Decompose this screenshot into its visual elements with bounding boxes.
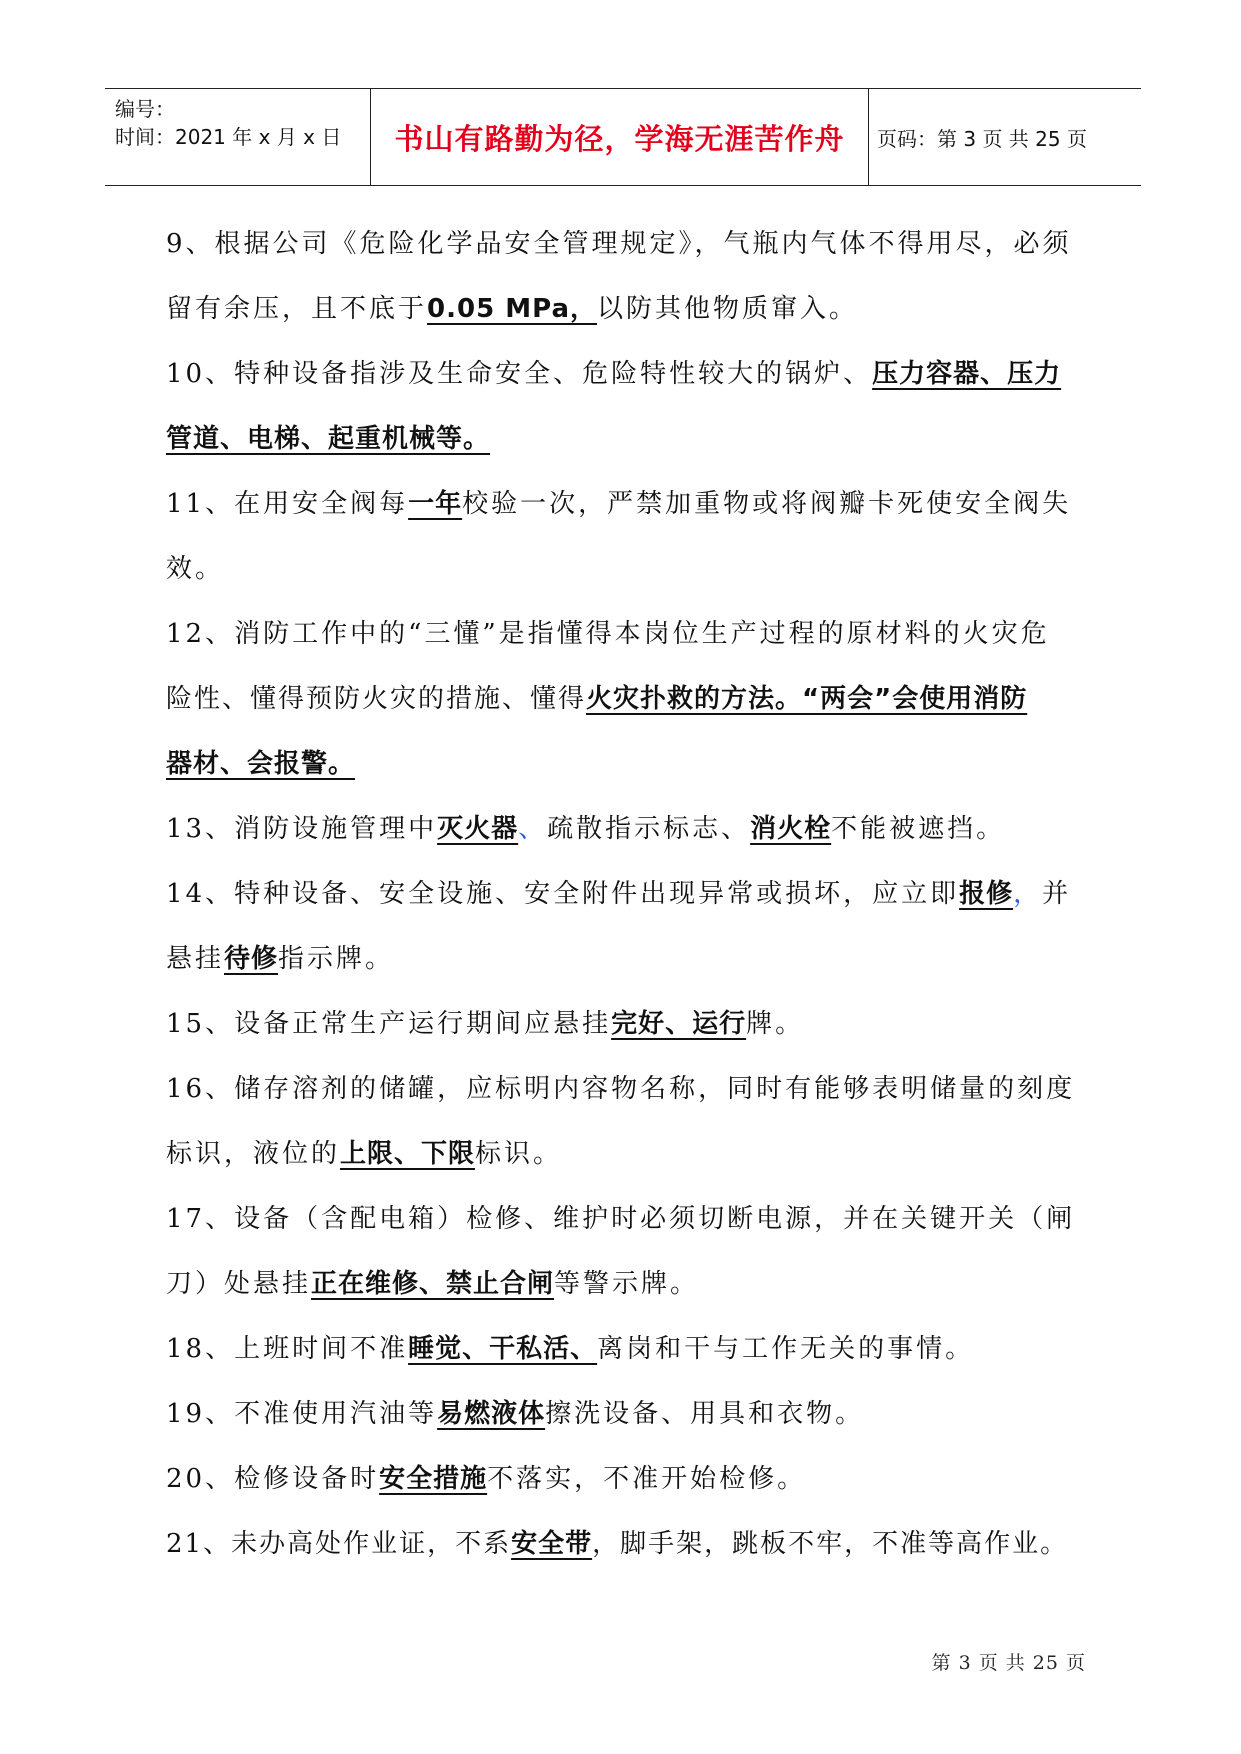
answer-under-repair: 正在维修、禁止合闸 [311, 1269, 555, 1299]
answer-pressure-vessel: 压力容器、压力 [872, 359, 1062, 389]
time-label: 时间：2021 年 x 月 x 日 [115, 125, 342, 149]
answer-upper-lower-limit: 上限、下限 [340, 1139, 476, 1169]
item-16-line-1: 16、储存溶剂的储罐，应标明内容物名称，同时有能够表明储量的刻度 [166, 1074, 1076, 1104]
page-header [105, 88, 1141, 186]
item-16-line-2: 标识，液位的上限、下限标识。 [166, 1139, 563, 1169]
item-9-line-2: 留有余压，且不底于0.05 MPa，以防其他物质窜入。 [166, 294, 859, 324]
item-14-line-2: 悬挂待修指示牌。 [166, 944, 395, 974]
item-11-line-2: 效。 [166, 554, 225, 584]
answer-one-year: 一年 [408, 489, 463, 519]
item-18-line-1: 18、上班时间不准睡觉、干私活、离岗和干与工作无关的事情。 [166, 1334, 975, 1364]
item-14-line-1: 14、特种设备、安全设施、安全附件出现异常或损坏，应立即报修，并 [166, 879, 1072, 909]
answer-equipment-alarm: 器材、会报警。 [166, 749, 356, 779]
page-footer: 第 3 页 共 25 页 [931, 1652, 1086, 1674]
answer-safety-belt: 安全带 [511, 1529, 593, 1559]
item-15-line-1: 15、设备正常生产运行期间应悬挂完好、运行牌。 [166, 1009, 805, 1039]
item-12-line-3 [166, 732, 1086, 797]
answer-pending-repair: 待修 [224, 944, 279, 974]
answer-hydrant: 消火栓 [750, 814, 832, 844]
answer-good-running: 完好、运行 [611, 1009, 747, 1039]
item-20-line-1: 20、检修设备时安全措施不落实，不准开始检修。 [166, 1464, 807, 1494]
item-12-line-2: 险性、懂得预防火灾的措施、懂得火灾扑救的方法。“两会”会使用消防 [166, 684, 1028, 714]
item-12-line-1: 12、消防工作中的“三懂”是指懂得本岗位生产过程的原材料的火灾危 [166, 619, 1050, 649]
page-code: 页码：第 3 页 共 25 页 [877, 126, 1087, 151]
item-17-line-1: 17、设备（含配电箱）检修、维护时必须切断电源，并在关键开关（闸 [166, 1204, 1076, 1234]
answer-report-repair: 报修 [959, 879, 1014, 909]
answer-safety-measures: 安全措施 [379, 1464, 488, 1494]
document-body [166, 212, 1086, 1577]
item-9-line-1: 9、根据公司《危险化学品安全管理规定》，气瓶内气体不得用尽，必须 [166, 229, 1072, 259]
header-meta [115, 95, 341, 151]
answer-pipeline-elevator: 管道、电梯、起重机械等。 [166, 424, 491, 454]
item-17-line-2: 刀）处悬挂正在维修、禁止合闸等警示牌。 [166, 1269, 700, 1299]
item-19-line-1: 19、不准使用汽油等易燃液体擦洗设备、用具和衣物。 [166, 1399, 865, 1429]
item-10-line-2 [166, 407, 1086, 472]
item-13-line-1: 13、消防设施管理中灭火器、疏散指示标志、消火栓不能被遮挡。 [166, 814, 1006, 844]
answer-fire-method: 火灾扑救的方法。“两会”会使用消防 [586, 684, 1028, 714]
number-label: 编号： [115, 97, 175, 121]
item-11-line-1: 11、在用安全阀每一年校验一次，严禁加重物或将阀瓣卡死使安全阀失 [166, 489, 1072, 519]
answer-extinguisher: 灭火器 [437, 814, 519, 844]
answer-pressure: 0.05 MPa， [427, 294, 597, 324]
motto: 书山有路勤为径，学海无涯苦作舟 [370, 89, 869, 185]
answer-flammable-liquid: 易燃液体 [437, 1399, 546, 1429]
item-10-line-1: 10、特种设备指涉及生命安全、危险特性较大的锅炉、压力容器、压力 [166, 359, 1062, 389]
item-21-line-1: 21、未办高处作业证，不系安全带，脚手架，跳板不牢，不准等高作业。 [166, 1529, 1069, 1559]
answer-sleep-private: 睡觉、干私活、 [408, 1334, 598, 1364]
